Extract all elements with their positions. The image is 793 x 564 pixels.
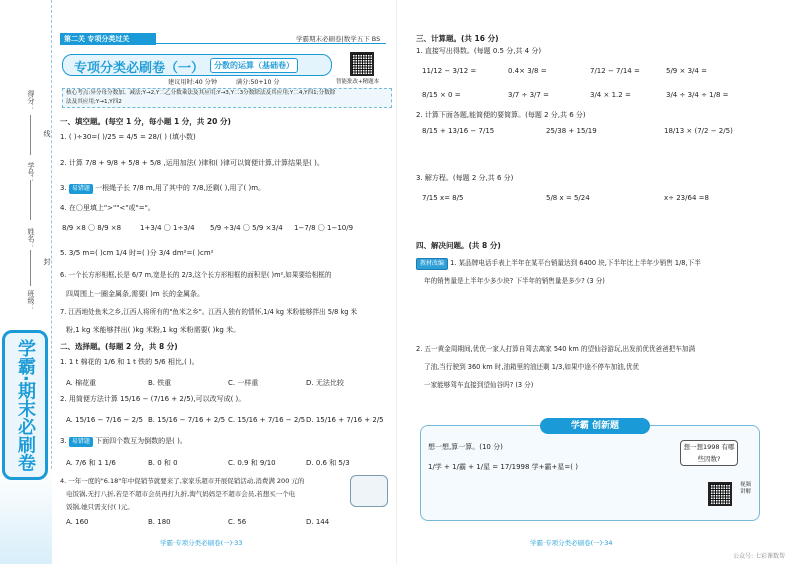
choice-1-b[interactable]: B. 铁重 — [148, 379, 172, 387]
choice-3-b[interactable]: B. 0 和 0 — [148, 459, 178, 467]
calc-1: 11/12 − 3/12 = — [422, 67, 477, 75]
compare-1: 8/9 ×8 〇 8/9 ×8 — [62, 224, 122, 232]
section-choice: 二、选择题。(每题 2 分，共 8 分) — [60, 342, 178, 351]
question-4: 4. 在〇里填上">""<"或"="。 — [60, 204, 155, 212]
problem-2: 2. 五一黄金周期间,优优一家人打算自驾去离家 540 km 的望仙谷游玩,出发前优优爸爸把车加满 — [416, 345, 696, 353]
fill-line — [30, 180, 31, 220]
calc-5: 8/15 × 0 = — [422, 91, 461, 99]
problem-2b: 了油,当行驶到 360 km 时,油箱里的油还剩 1/3,如果中途不停车加油,优优 — [424, 363, 640, 371]
video-qr-icon[interactable] — [708, 482, 732, 506]
choice-4: 4. 一年一度的"6.18"年中促销节就要来了,家家乐超市开展促销活动,消费满 200 元的 — [60, 477, 305, 485]
strip-decoration — [0, 470, 52, 564]
equation-3: x÷ 23/64 =8 — [664, 194, 709, 202]
core-points-line2: 法及其应用;Y→1,Y四2 — [66, 99, 122, 105]
simplify-2: 25/38 + 15/19 — [546, 127, 597, 135]
question-3: 3. 易错题 一根绳子长 7/8 m,用了其中的 7/8,还剩( ),用了( )m。 — [60, 184, 266, 192]
choice-4b: 电饭锅,无打八折,若是不超市会员再打九折,淘气妈妈是不超市会员,若想买一个电 — [66, 490, 296, 498]
series-label: 学霸期末必刷卷|数学五下 BS — [296, 35, 381, 43]
equation-1: 7/15 x= 8/5 — [422, 194, 464, 202]
suggested-time: 建议用时:40 分钟 — [168, 79, 218, 86]
calc-6: 3/7 ÷ 3/7 = — [508, 91, 549, 99]
simplify-3: 18/13 × (7/2 − 2/5) — [664, 127, 733, 135]
question-5: 5. 3/5 m=( )cm 1/4 时=( )分 3/4 dm²=( )cm² — [60, 249, 214, 257]
question-7b: 粉,1 kg 米能够拌出( )kg 米粉,1 kg 米粉需要( )kg 米。 — [66, 326, 241, 334]
hint-bubble: 想一想1998 有哪些因数? — [680, 440, 738, 466]
class-label: 班级： — [27, 290, 35, 311]
choice-2-d[interactable]: D. 15/16 + 7/16 + 2/5 — [306, 416, 384, 424]
choice-1-a[interactable]: A. 棉花重 — [66, 379, 97, 387]
simplify-1: 8/15 + 13/16 − 7/15 — [422, 127, 495, 135]
section-word-problems: 四、解决问题。(共 8 分) — [416, 241, 501, 250]
name-label: 姓名： — [27, 228, 35, 249]
question-1: 1. ( )÷30=( )/25 = 4/5 = 28/( ) (填小数) — [60, 133, 196, 141]
section-calculation: 三、计算题。(共 16 分) — [416, 34, 499, 43]
choice-2-b[interactable]: B. 15/16 − 7/16 + 2/5 — [148, 416, 226, 424]
calc-3: 7/12 − 7/14 = — [590, 67, 640, 75]
textbook-adapted-tag: 教材改编 — [416, 258, 448, 270]
choice-2: 2. 用简便方法计算 15/16 − (7/16 + 2/5),可以改写成( )。 — [60, 395, 246, 403]
watermark: 公众号: 七彩课数帮 — [733, 553, 785, 560]
full-score: 满分:50+10 分 — [236, 79, 280, 86]
choice-4-b[interactable]: B. 180 — [148, 518, 171, 526]
equation-2: 5/8 x = 5/24 — [546, 194, 590, 202]
choice-4-c[interactable]: C. 56 — [228, 518, 247, 526]
question-6b: 四周围上一圈金属条,需要( )m 长的金属条。 — [66, 290, 204, 298]
qr-code-icon[interactable] — [350, 52, 374, 76]
choice-2-a[interactable]: A. 15/16 − 7/16 − 2/5 — [66, 416, 143, 424]
section-fill-in: 一、填空题。(每空 1 分，每小题 1 分，共 20 分) — [60, 117, 231, 126]
choice-1-d[interactable]: D. 无法比较 — [306, 379, 344, 387]
calc-2: 0.4× 3/8 = — [508, 67, 547, 75]
compare-3: 5/9 ÷3/4 〇 5/9 ×3/4 — [210, 224, 283, 232]
question-3-text: 一根绳子长 7/8 m,用了其中的 7/8,还剩( ),用了( )m。 — [95, 184, 266, 192]
question-2: 2. 计算 7/8 + 9/8 + 5/8 + 5/8 ,运用加法( )律和( )律可以简便计算,计算结果是( )。 — [60, 159, 324, 167]
innovation-question: 想一想,算一算。(10 分) — [428, 443, 503, 451]
choice-2-c[interactable]: C. 15/16 + 7/16 − 2/5 — [228, 416, 306, 424]
left-footer: 学霸·专项分类必刷卷(一)·33 — [160, 539, 243, 547]
choice-4-d[interactable]: D. 144 — [306, 518, 330, 526]
calc-simplify: 2. 计算下面各题,能简便的要简算。(每题 2 分,共 6 分) — [416, 111, 586, 119]
brand-logo: 学霸·期末必刷卷 — [2, 330, 48, 480]
rice-cooker-illustration — [350, 475, 388, 507]
seal-mark: 线 — [43, 130, 51, 137]
question-6: 6. 一个长方形相框,长是 6/7 m,宽是长的 2/3,这个长方形相框的面积是( )m²,如果要给相框的 — [60, 271, 332, 279]
choice-3: 3. 易错题 下面四个数互为倒数的是( )。 — [60, 437, 187, 445]
error-prone-tag: 易错题 — [69, 184, 93, 194]
page-divider — [396, 0, 397, 564]
qr2-caption: 视频讲解 — [740, 482, 752, 495]
question-7: 7. 江西地处鱼米之乡,江西人将所有的"鱼米之乡"。江西人独有的情怀,1/4 kg 米粉能够拌出 5/8 kg 米 — [60, 308, 358, 316]
innovation-tag: 学霸 创新题 — [540, 418, 650, 434]
choice-4-a[interactable]: A. 160 — [66, 518, 89, 526]
choice-3-c[interactable]: C. 0.9 和 9/10 — [228, 459, 276, 467]
header-rule — [156, 43, 386, 44]
error-prone-tag: 易错题 — [69, 437, 93, 447]
calc-7: 3/4 × 1.2 = — [590, 91, 631, 99]
core-points-line1: 核心考点:异分母分数加、减法;Y→2,Y二乙分数乘法及其应用;Y→3,Y二3分数除法及其应用;Y二4,Y四1;分数除 — [66, 90, 336, 96]
seal-mark: 封 — [43, 258, 51, 265]
qr-caption: 智能批改+精题本 — [336, 79, 380, 85]
problem-1 — [416, 258, 701, 270]
school-number-label: 学号： — [27, 162, 35, 183]
stage-tag: 第二关 专项分类过关 — [60, 33, 156, 45]
choice-3-a[interactable]: A. 7/6 和 1 1/6 — [66, 459, 116, 467]
score-label: 得分： — [27, 90, 35, 111]
calc-4: 5/9 × 3/4 = — [666, 67, 707, 75]
choice-3-d[interactable]: D. 0.6 和 5/3 — [306, 459, 350, 467]
choice-4c: 饭锅,她只需支付( )元。 — [66, 503, 134, 511]
problem-2c: 一家能够驾车直接到望仙谷吗? (3 分) — [424, 381, 534, 389]
choice-1-c[interactable]: C. 一样重 — [228, 379, 259, 387]
choice-1: 1. 1 t 棉花的 1/6 和 1 t 铁的 5/6 相比,( )。 — [60, 358, 199, 366]
problem-1b: 年的销售量是上半年少多少块? 下半年的销售量是多少? (3 分) — [424, 277, 605, 285]
compare-2: 1+3/4 〇 1÷3/4 — [140, 224, 195, 232]
page-subtitle: 分数的运算（基础卷） — [210, 58, 298, 73]
compare-4: 1−7/8 〇 1−10/9 — [294, 224, 354, 232]
calc-direct: 1. 直接写出得数。(每题 0.5 分,共 4 分) — [416, 47, 542, 55]
fill-line — [30, 250, 31, 286]
right-footer: 学霸·专项分类必刷卷(一)·34 — [530, 539, 613, 547]
page-title: 专项分类必刷卷（一） — [74, 61, 205, 76]
choice-3-text: 下面四个数互为倒数的是( )。 — [95, 437, 187, 445]
problem-1-text: 1. 某品牌电话手表上半年在某平台销量达到 6400 块,下半年比上半年少销售 1/8,下半 — [450, 259, 701, 267]
calc-8: 3/4 ÷ 3/4 ÷ 1/8 = — [666, 91, 729, 99]
calc-equation: 3. 解方程。(每题 2 分,共 6 分) — [416, 174, 514, 182]
innovation-equation: 1/学 + 1/霸 + 1/星 = 17/1998 学+霸+星=( ) — [428, 463, 578, 471]
fill-line — [30, 115, 31, 155]
